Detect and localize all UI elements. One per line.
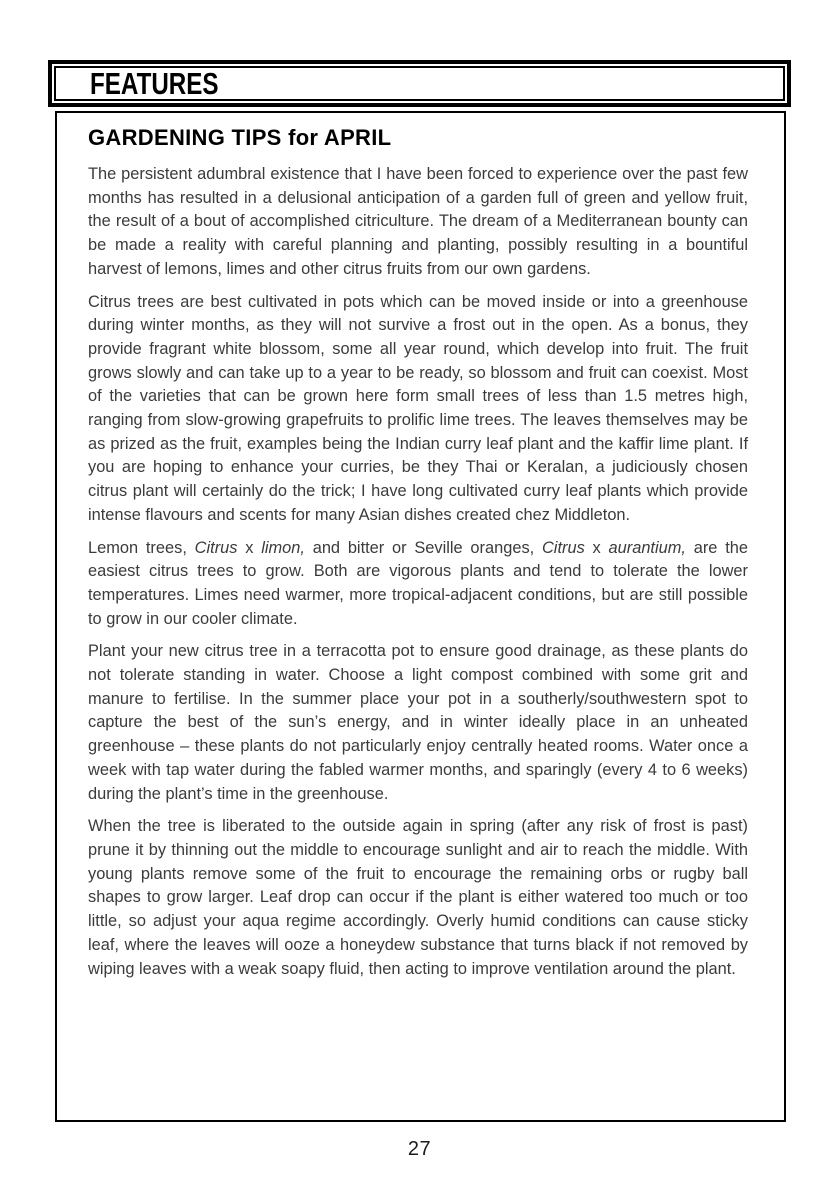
article-title: GARDENING TIPS for APRIL (88, 125, 392, 150)
text-segment: x (584, 538, 609, 557)
article-paragraph (88, 640, 748, 806)
italic-text-segment: aurantium, (608, 538, 686, 557)
section-title: FEATURES (90, 66, 219, 101)
article-body (88, 163, 748, 981)
features-banner-inner (54, 66, 785, 101)
text-segment: and bitter or Seville oranges, (304, 538, 542, 557)
text-segment: Plant your new citrus tree in a terracotta pot to ensure good drainage, as these plants do not tolerate standing in water. Choose a light compost combined with some grit and manure to fertilise. In the summer place your pot in a southerly/southwestern spot to capture the best of the sun’s energy, and in winter ideally place in an unheated greenhouse – these plants do not particularly enjoy centrally heated rooms. Water once a week with tap water during the fabled warmer months, and sparingly (every 4 to 6 weeks) during the plant’s time in the greenhouse. (88, 642, 748, 803)
features-banner (48, 60, 791, 107)
article-paragraph (88, 815, 748, 981)
page-number: 27 (407, 1138, 432, 1160)
article-paragraph (88, 163, 748, 282)
article-box (55, 111, 786, 1122)
text-segment: x (237, 538, 262, 557)
text-segment: are the easiest citrus trees to grow. Both are vigorous plants and tend to tolerate the lower temperatures. Limes need warmer, more tropical-adjacent conditions, but are still possible to grow in our cooler climate. (88, 538, 748, 628)
text-segment: Citrus trees are best cultivated in pots which can be moved inside or into a greenhouse during winter months, as they will not survive a frost out in the open. As a bonus, they provide fragrant white blossom, some all year round, which develop into fruit. The fruit grows slowly and can take up to a year to be ready, so blossom and fruit can coexist. Most of the varieties that can be grown here form small trees of less than 1.5 metres high, ranging from slow-growing grapefruits to prolific lime trees. The leaves themselves may be as prized as the fruit, examples being the Indian curry leaf plant and the kaffir lime plant. If you are hoping to enhance your curries, be they Thai or Keralan, a judiciously chosen citrus plant will certainly do the trick; I have long cultivated curry leaf plants which provide intense flavours and scents for many Asian dishes created chez Middleton. (88, 292, 748, 524)
text-segment: When the tree is liberated to the outside again in spring (after any risk of frost is past) prune it by thinning out the middle to encourage sunlight and air to reach the middle. With young plants remove some of the fruit to encourage the remaining orbs or rugby ball shapes to grow larger. Leaf drop can occur if the plant is either watered too much or too little, so adjust your aqua regime accordingly. Overly humid conditions can cause sticky leaf, where the leaves will ooze a honeydew substance that turns black if not removed by wiping leaves with a weak soapy fluid, then acting to improve ventilation around the plant. (88, 817, 748, 978)
text-segment: Lemon trees, (88, 538, 195, 557)
italic-text-segment: Citrus (541, 538, 585, 557)
article-paragraph (88, 537, 748, 632)
italic-text-segment: limon, (261, 538, 305, 557)
italic-text-segment: Citrus (194, 538, 238, 557)
article-paragraph (88, 291, 748, 528)
text-segment: The persistent adumbral existence that I have been forced to experience over the past few months has resulted in a delusional anticipation of a garden full of green and yellow fruit, the result of a bout of accomplished citriculture. The dream of a Mediterranean bounty can be made a reality with careful planning and planting, possibly resulting in a bountiful harvest of lemons, limes and other citrus fruits from our own gardens. (88, 165, 748, 278)
